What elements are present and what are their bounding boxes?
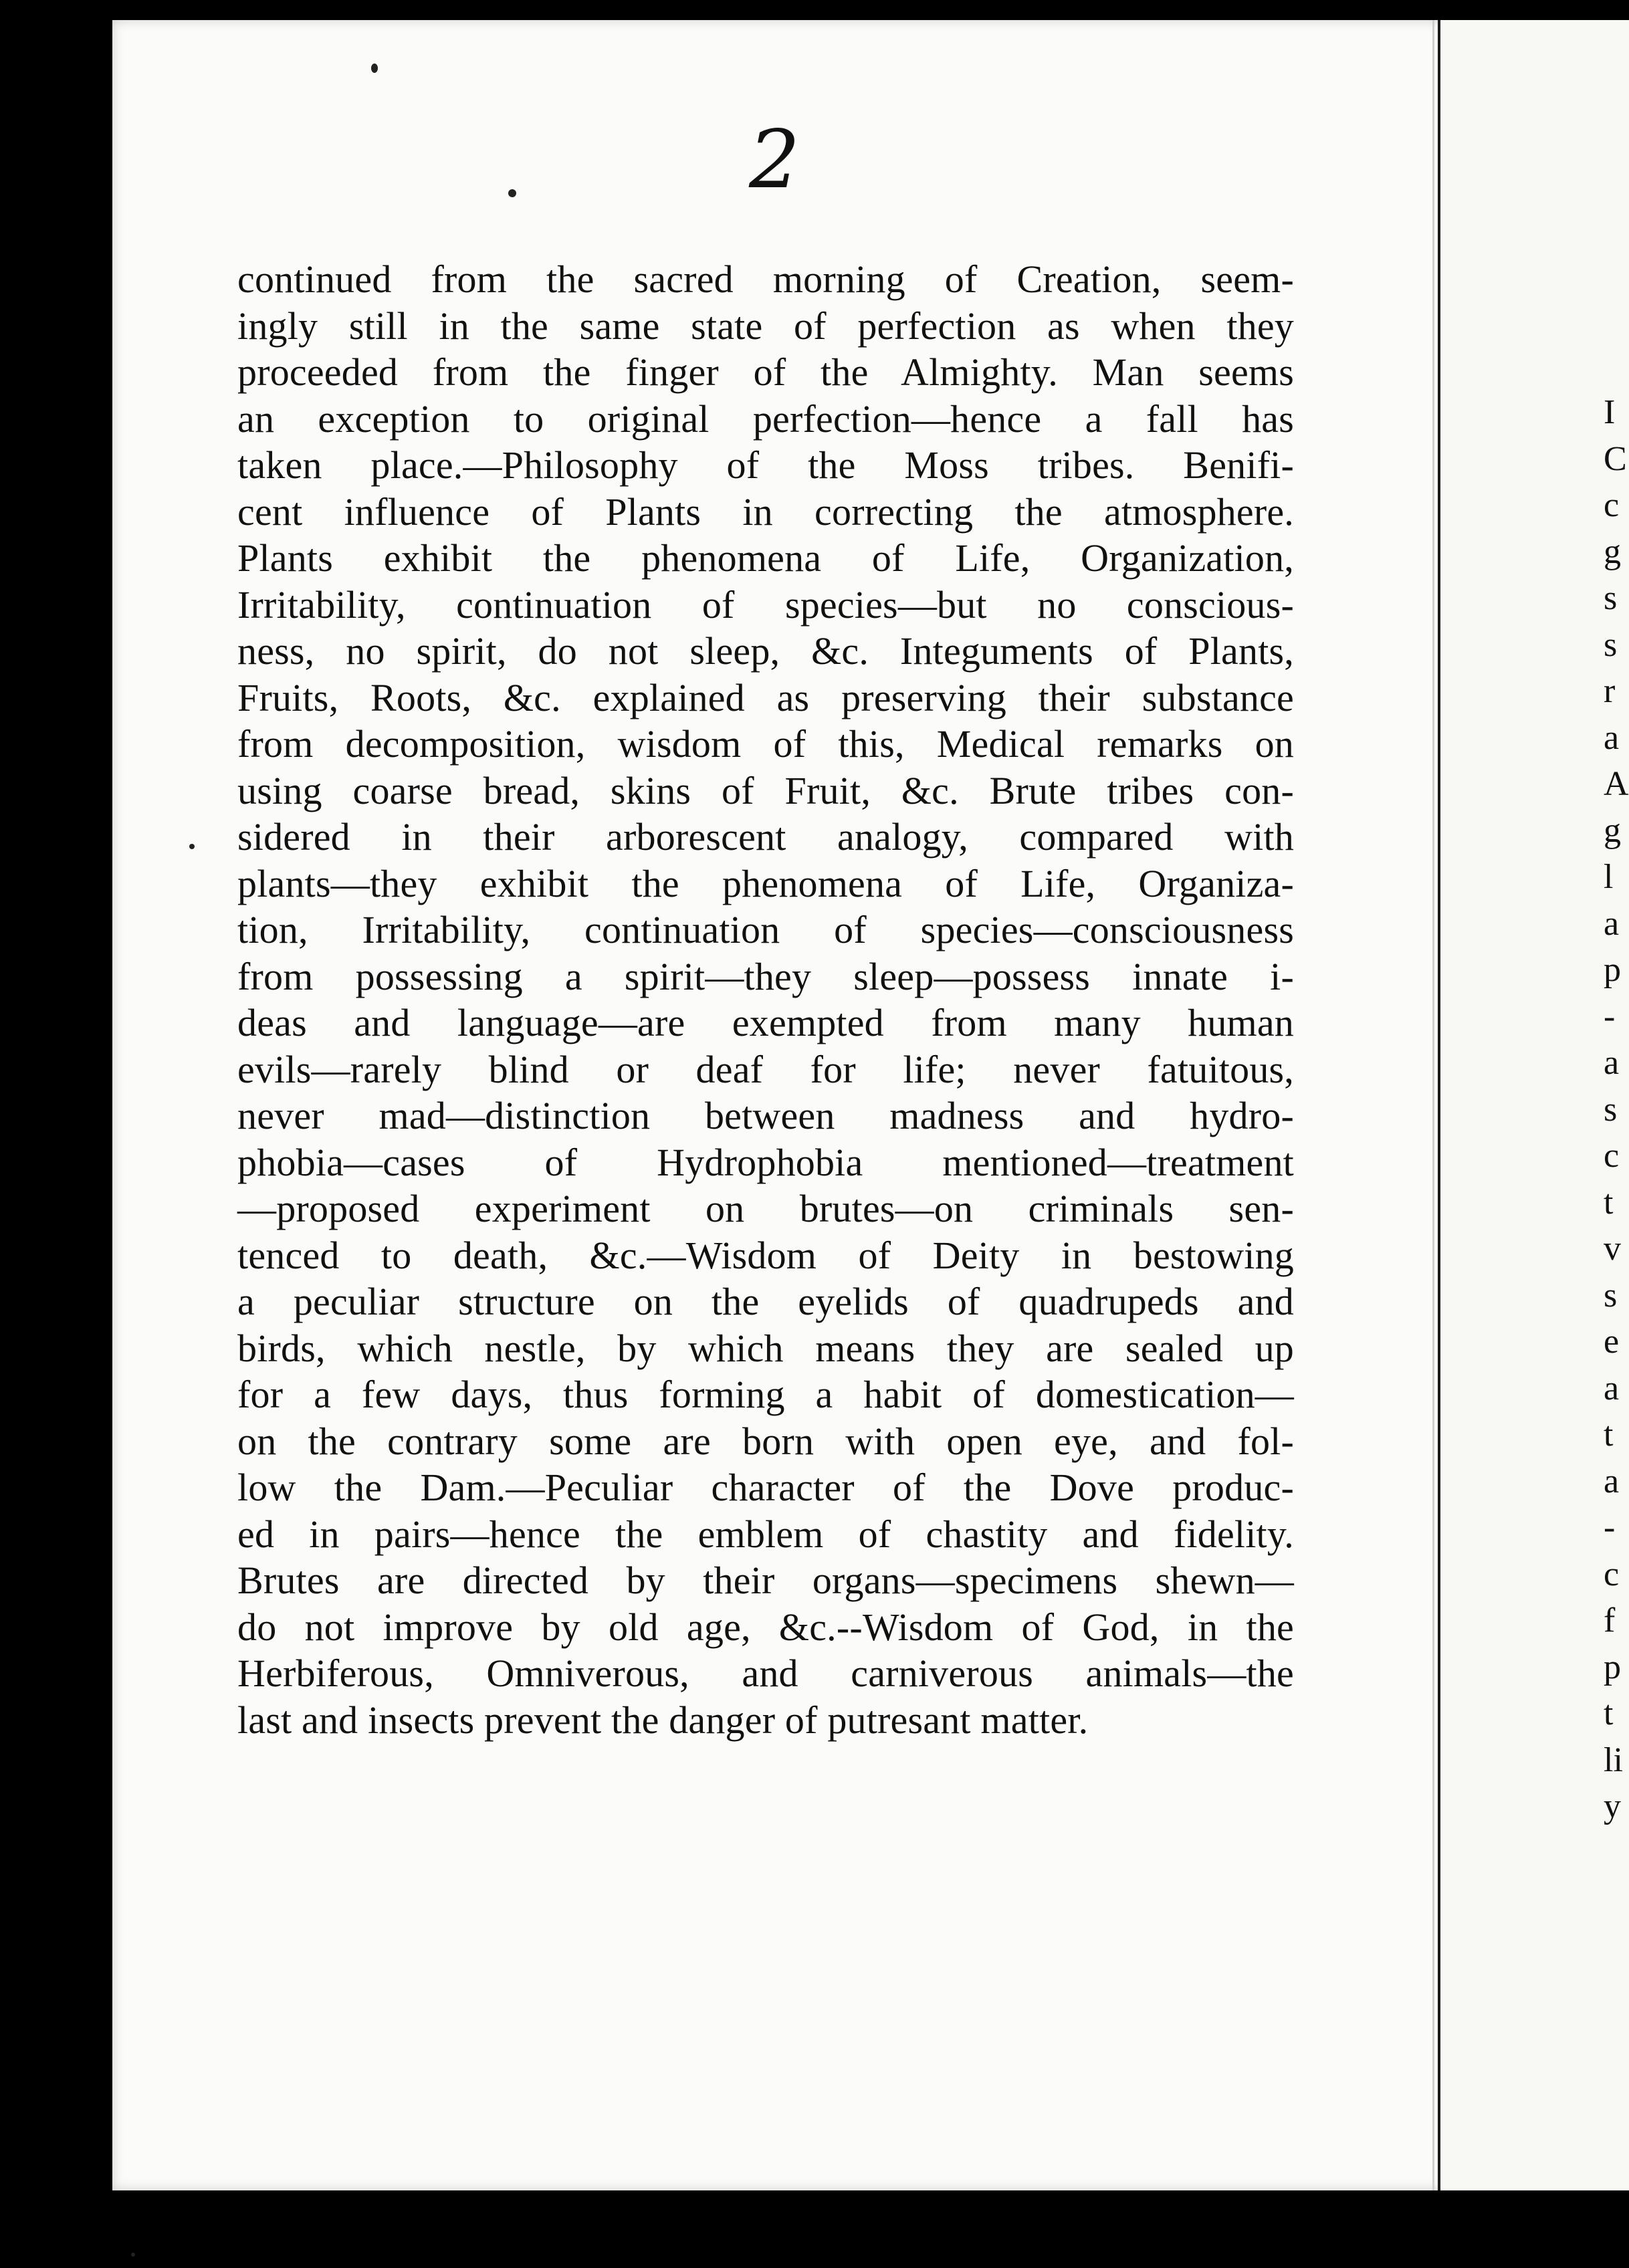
edge-letter: t [1604,1694,1614,1732]
text-line: plants—they exhibit the phenomena of Life, Organiza- [237,861,1294,905]
edge-letter: c [1604,1137,1620,1175]
text-line: Irritability, continuation of species—but no conscious- [237,582,1294,627]
edge-letter: a [1604,1369,1620,1407]
text-line: cent influence of Plants in correcting the atmosphere. [237,489,1294,534]
edge-letter: p [1604,1648,1621,1686]
text-line: an exception to original perfection—hence a fall has [237,396,1294,441]
text-line: Plants exhibit the phenomena of Life, Organization, [237,536,1294,580]
text-line: Brutes are directed by their organs—specimens shewn— [237,1559,1294,1602]
text-line: birds, which nestle, by which means they are sealed up [237,1326,1294,1370]
ink-speck [508,189,516,197]
edge-letter: li [1604,1740,1623,1779]
edge-letter: s [1604,1276,1618,1315]
edge-letter: t [1604,1415,1614,1454]
edge-letter: c [1604,1555,1620,1593]
text-line: tion, Irritability, continuation of species—consciousness [237,908,1294,951]
text-line: do not improve by old age, &c.--Wisdom of God, in the [237,1605,1294,1649]
text-line: from decomposition, wisdom of this, Medical remarks on [237,722,1294,766]
edge-letter: I [1604,393,1616,431]
edge-letter: C [1604,439,1627,478]
text-line: deas and language—are exempted from many human [237,1001,1294,1044]
text-line: Herbiferous, Omniverous, and carniverous animals—the [237,1652,1294,1695]
ink-speck [189,844,195,849]
facing-page-letters [1604,389,1629,1830]
edge-letter: - [1604,1508,1616,1547]
edge-letter: g [1604,532,1621,571]
ink-speck [371,64,378,73]
edge-letter: g [1604,811,1621,850]
text-line: Fruits, Roots, &c. explained as preserving their substance [237,675,1294,719]
text-line: tenced to death, &c.—Wisdom of Deity in bestowing [237,1233,1294,1277]
text-line: ed in pairs—hence the emblem of chastity and fidelity. [237,1512,1294,1556]
text-line: continued from the sacred morning of Creation, seem- [237,257,1294,301]
text-line: —proposed experiment on brutes—on criminals sen- [237,1187,1294,1230]
edge-letter: a [1604,718,1620,757]
text-line: using coarse bread, skins of Fruit, &c. Brute tribes con- [237,768,1294,812]
edge-letter: v [1604,1230,1621,1268]
edge-letter: A [1604,765,1629,803]
facing-page-edge [1438,20,1629,2190]
edge-letter: e [1604,1323,1620,1361]
edge-letter: s [1604,625,1618,664]
text-line: phobia—cases of Hydrophobia mentioned—treatment [237,1140,1294,1184]
edge-letter: c [1604,486,1620,524]
text-line: low the Dam.—Peculiar character of the Dove produc- [237,1466,1294,1509]
edge-letter: r [1604,672,1616,710]
page-fold [1432,20,1434,2190]
text-line: sidered in their arborescent analogy, compared with [237,815,1294,859]
edge-letter: - [1604,997,1616,1036]
text-line: for a few days, thus forming a habit of domestication— [237,1373,1294,1416]
edge-letter: p [1604,951,1621,989]
page-number: 2 [749,114,800,207]
text-line: last and insects prevent the danger of putresant matter. [237,1698,1089,1742]
edge-letter: l [1604,858,1614,896]
text-line: evils—rarely blind or deaf for life; never fatuitous, [237,1047,1294,1091]
text-line: on the contrary some are born with open eye, and fol- [237,1419,1294,1463]
edge-letter: a [1604,1044,1620,1082]
text-line: ingly still in the same state of perfection as when they [237,304,1294,348]
text-line: a peculiar structure on the eyelids of quadrupeds and [237,1280,1294,1323]
edge-letter: a [1604,904,1620,943]
text-line: taken place.—Philosophy of the Moss tribes. Benifi- [237,443,1294,487]
text-line: from possessing a spirit—they sleep—possess innate i- [237,954,1294,998]
edge-letter: s [1604,579,1618,617]
body-text [237,256,1294,1743]
edge-letter: y [1604,1787,1621,1825]
ink-speck [131,2253,135,2257]
text-line: never mad—distinction between madness and hydro- [237,1094,1294,1137]
edge-letter: s [1604,1090,1618,1129]
edge-letter: t [1604,1183,1614,1222]
text-line: proceeded from the finger of the Almighty. Man seems [237,350,1294,394]
edge-letter: f [1604,1601,1616,1639]
text-line: ness, no spirit, do not sleep, &c. Integuments of Plants, [237,629,1294,673]
edge-letter: a [1604,1462,1620,1500]
